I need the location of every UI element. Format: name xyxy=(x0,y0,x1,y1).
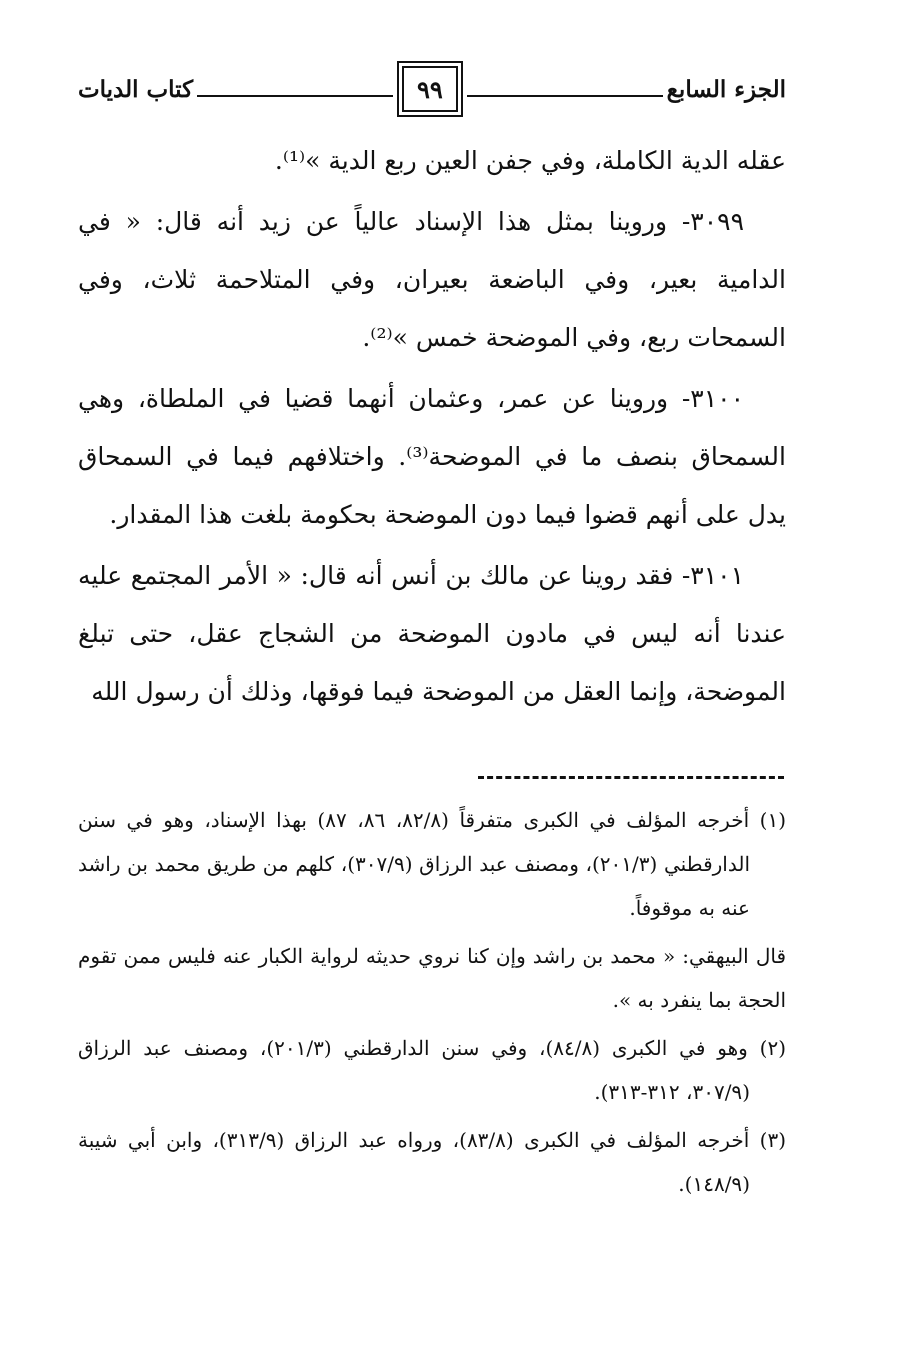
header-rule-right xyxy=(467,95,663,97)
main-text xyxy=(78,132,786,724)
page-number-frame xyxy=(397,61,463,117)
running-header xyxy=(78,62,786,116)
footnote-separator xyxy=(478,776,784,779)
footnotes xyxy=(78,798,786,1210)
paragraph-continuation: عقله الدية الكاملة، وفي جفن العين ربع الدية »⁽¹⁾. xyxy=(274,146,786,175)
footnote-1-quote: قال البيهقي: « محمد بن راشد وإن كنا نروي حديثه لرواية الكبار عنه فليس ممن تقوم الحجة بما ينفرد به ». xyxy=(78,944,787,1012)
footnote-3: (٣) أخرجه المؤلف في الكبرى (٨٣/٨)، ورواه عبد الرزاق (٣١٣/٩)، وابن أبي شيبة (١٤٨/٩). xyxy=(78,1128,786,1196)
paragraph-3099: ٣٠٩٩- وروينا بمثل هذا الإسناد عالياً عن زيد أنه قال: « في الدامية بعير، وفي الباضعة بعيران، وفي المتلاحمة ثلاث، وفي السمحات ربع، وفي الموضحة خمس »⁽²⁾. xyxy=(78,207,786,352)
page-number: ٩٩ xyxy=(402,66,458,112)
paragraph-3100: ٣١٠٠- وروينا عن عمر، وعثمان أنهما قضيا في الملطاة، وهي السمحاق بنصف ما في الموضحة⁽³⁾. واختلافهم فيما في السمحاق يدل على أنهم قضوا فيما دون الموضحة بحكومة بلغت هذا المقدار. xyxy=(78,384,786,529)
header-book-title: كتاب الديات xyxy=(77,75,194,103)
header-volume: الجزء السابع xyxy=(666,75,786,103)
footnote-1: (١) أخرجه المؤلف في الكبرى متفرقاً (٨٢/٨، ٨٦، ٨٧) بهذا الإسناد، وهو في سنن الدارقطني (٢٠١/٣)، ومصنف عبد الرزاق (٣٠٧/٩)، كلهم من طريق محمد بن راشد عنه به موقوفاً. xyxy=(78,808,787,920)
footnote-2: (٢) وهو في الكبرى (٨٤/٨)، وفي سنن الدارقطني (٢٠١/٣)، ومصنف عبد الرزاق (٣٠٧/٩، ٣١٢-٣١٣). xyxy=(78,1036,787,1104)
paragraph-3101: ٣١٠١- فقد روينا عن مالك بن أنس أنه قال: « الأمر المجتمع عليه عندنا أنه ليس في مادون الموضحة من الشجاج عقل، حتى تبلغ الموضحة، وإنما العقل من الموضحة فيما فوقها، وذلك أن رسول الله xyxy=(78,561,786,706)
header-rule-left xyxy=(197,95,393,97)
